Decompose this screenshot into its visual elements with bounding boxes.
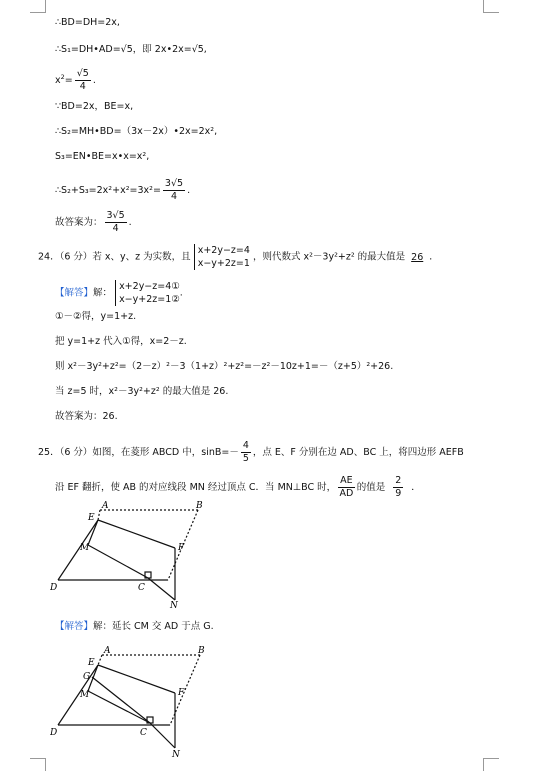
solution-line: ∴BD=DH=2x, bbox=[55, 17, 120, 28]
crop-mark bbox=[483, 0, 499, 13]
solution-line: 则 x²－3y²+z²=（2－z）²－3（1+z）²+z²=－z²－10z+1=－（z+5）²+26. bbox=[55, 361, 394, 372]
solution-line: 故答案为：26. bbox=[55, 411, 118, 422]
question-24: 24．（6 分）若 x、y、z 为实数，且 x+2y−z=4 x−y+2z=1 ，则代数式 x²－3y²+z² 的最大值是 26 ． bbox=[38, 245, 439, 269]
solution-line: ∴S₂=MH•BD=（3x－2x）•2x=2x², bbox=[55, 126, 218, 137]
vertex-label: A bbox=[104, 646, 111, 656]
equation-system: x+2y−z=4① x−y+2z=1② bbox=[115, 280, 180, 306]
fraction: $\frac{3√5}{4}$ bbox=[106, 210, 125, 234]
solution-line: 故答案为： $\frac{3√5}{4}$ . bbox=[55, 210, 132, 234]
rhombus-figure-2 bbox=[50, 645, 215, 760]
vertex-label: F bbox=[178, 543, 185, 553]
rhombus-figure-1 bbox=[50, 500, 210, 610]
solution-line: ①－②得，y=1+z. bbox=[55, 311, 137, 322]
vertex-label: N bbox=[172, 750, 180, 760]
fraction: $\frac{AE}{AD}$ bbox=[339, 475, 354, 499]
solution-line: ∴S₂+S₃=2x²+x²=3x²= $\frac{3√5}{4}$ . bbox=[55, 178, 191, 202]
vertex-label: C bbox=[140, 728, 147, 738]
vertex-label: D bbox=[50, 728, 58, 738]
solution-line: 当 z=5 时，x²－3y²+z² 的最大值是 26. bbox=[55, 386, 229, 397]
vertex-label: B bbox=[198, 646, 205, 656]
vertex-label: G bbox=[83, 672, 91, 682]
fraction: $\frac{√5}{4}$ bbox=[76, 68, 89, 92]
question-25-line2: 沿 EF 翻折，使 AB 的对应线段 MN 经过顶点 C．当 MN⊥BC 时， $\frac{AE}{AD}$ 的值是 $\frac{2}{9}$ ． bbox=[55, 475, 421, 499]
vertex-label: E bbox=[88, 513, 95, 523]
vertex-label: B bbox=[196, 501, 203, 511]
answer-blank: 26 bbox=[411, 251, 424, 263]
vertex-label: N bbox=[170, 601, 178, 610]
vertex-label: E bbox=[88, 658, 95, 668]
solution-line: ∴S₁=DH•AD=√5，即 2x•2x=√5, bbox=[55, 44, 207, 55]
question-25: 25．（6 分）如图，在菱形 ABCD 中，sinB=－ $\frac{4}{5}$ ，点 E、F 分别在边 AD、BC 上，将四边形 AEFB bbox=[38, 440, 464, 464]
crop-mark bbox=[30, 0, 46, 13]
vertex-label: C bbox=[138, 583, 145, 593]
fraction: $\frac{4}{5}$ bbox=[242, 440, 249, 464]
vertex-label: M bbox=[80, 543, 90, 553]
solution-header: 【解答】解： x+2y−z=4① x−y+2z=1② . bbox=[55, 281, 183, 305]
vertex-label: D bbox=[50, 583, 58, 593]
fraction: $\frac{3√5}{4}$ bbox=[164, 178, 184, 202]
solution-line: ∵BD=2x，BE=x, bbox=[55, 101, 134, 112]
crop-mark bbox=[483, 758, 499, 771]
answer-blank: $\frac{2}{9}$ bbox=[395, 475, 402, 499]
solution-line: S₃=EN•BE=x•x=x², bbox=[55, 151, 150, 162]
solution-line: 把 y=1+z 代入①得，x=2－z. bbox=[55, 336, 187, 347]
solution-line: $x^2=$ $\frac{√5}{4}$ . bbox=[55, 68, 96, 92]
crop-mark bbox=[30, 758, 46, 771]
vertex-label: M bbox=[80, 690, 90, 700]
vertex-label: A bbox=[102, 501, 109, 511]
vertex-label: F bbox=[178, 688, 185, 698]
solution-header: 【解答】解：延长 CM 交 AD 于点 G. bbox=[55, 621, 214, 632]
equation-system: x+2y−z=4 x−y+2z=1 bbox=[194, 244, 250, 270]
